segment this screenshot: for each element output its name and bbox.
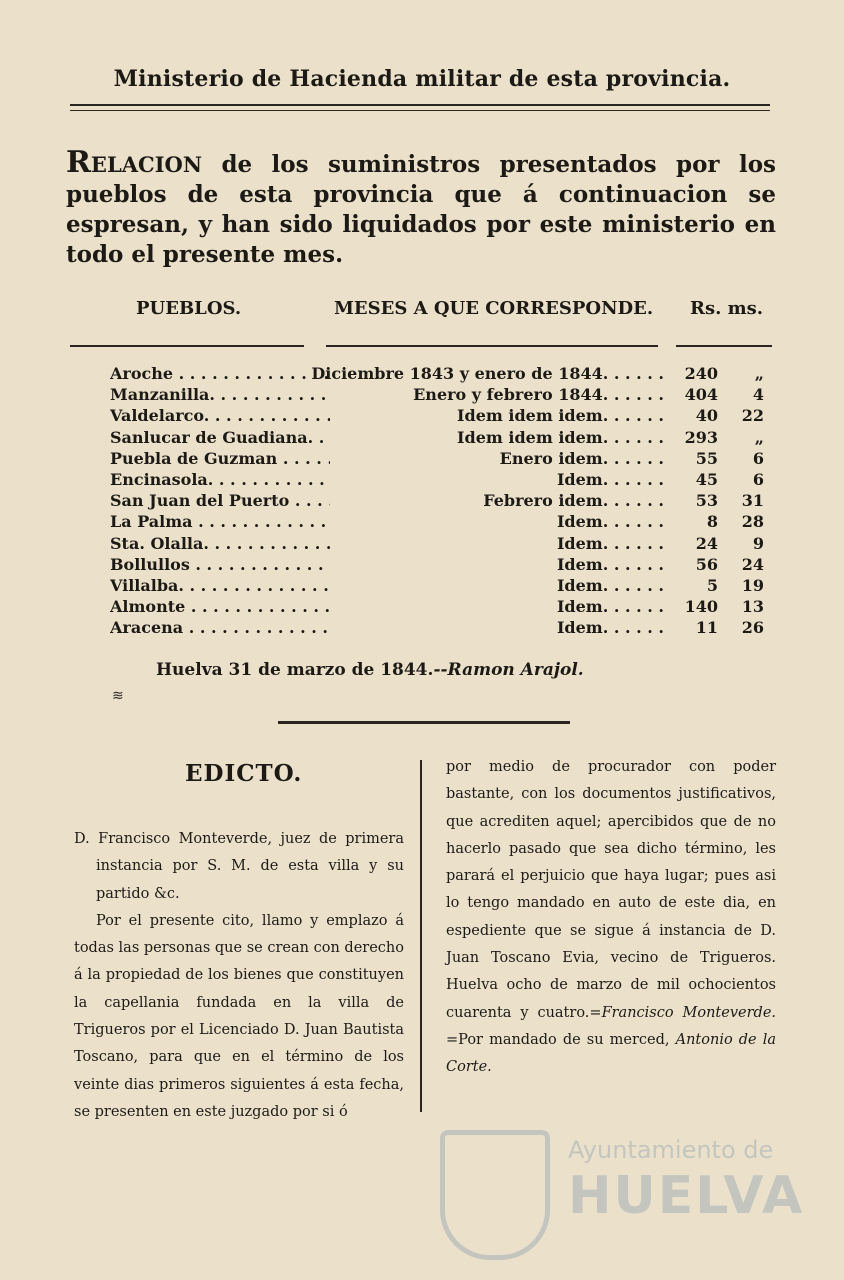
row-maravedis: 22 (741, 406, 764, 426)
title-capital-word: Relacion (66, 145, 203, 180)
row-reales: 8 (706, 512, 718, 532)
row-reales: 53 (695, 491, 718, 511)
row-month: Idem. . . . (557, 534, 664, 553)
edicto-intro: D. Francisco Monteverde, juez de primera instancia por S. M. de esta villa y su partido &c. (74, 831, 404, 902)
section-divider (278, 721, 570, 724)
table-row (0, 555, 844, 576)
row-town: Valdelarco. . . . (110, 406, 330, 425)
row-month: Idem. . . . (557, 618, 664, 637)
row-reales: 24 (695, 533, 718, 553)
row-town: San Juan del Puerto . . . (110, 491, 330, 510)
edicto-body-left: Por el presente cito, llamo y emplazo á todas las personas que se crean con derecho á la propiedad de los bienes que constituyen la capellania fundada en la villa de Trigueros por el Licenciado D. Juan Bautista Toscano, para que en el término de los veinte dias primeros siguientes á esta fecha, se presenten en este juzgado por si ó (74, 912, 404, 1120)
edicto-signer: Francisco Monteverde. (601, 1004, 777, 1021)
row-month: Febrero idem. . . . (483, 491, 664, 510)
header-months: MESES A QUE CORRESPONDE. (334, 298, 654, 319)
edicto-body-right (446, 754, 776, 1082)
table-row (0, 597, 844, 618)
edicto-by-order: =Por mandado de su merced, (446, 1031, 670, 1048)
row-town: Aracena . . . (110, 618, 330, 637)
row-reales: 404 (684, 385, 718, 405)
row-month: Idem. . . . (557, 576, 664, 595)
row-reales: 140 (684, 597, 718, 617)
row-month: Idem idem idem. . . . (457, 406, 664, 425)
row-town: Sta. Olalla. . . . (110, 534, 330, 553)
row-town: Almonte . . . (110, 597, 330, 616)
row-town: Villalba. . . . (110, 576, 330, 595)
row-maravedis: 13 (741, 597, 764, 617)
signature-name: --Ramon Arajol. (433, 660, 584, 680)
row-reales: 240 (684, 364, 718, 383)
row-maravedis: 6 (752, 448, 764, 468)
row-reales: 56 (695, 554, 718, 574)
row-maravedis: 28 (741, 512, 764, 532)
signature-place-date: Huelva 31 de marzo de 1844. (156, 660, 434, 680)
row-month: Idem. . . . (557, 512, 664, 531)
table-row (0, 576, 844, 597)
table-row (0, 512, 844, 533)
city-shield-icon (440, 1130, 550, 1260)
table-row (0, 534, 844, 555)
row-town: Aroche . . . (110, 364, 330, 383)
table-row (0, 406, 844, 427)
heading-rule-thick (70, 104, 770, 106)
table-row (0, 470, 844, 491)
table-header-rule-months (326, 345, 658, 347)
ministry-heading: Ministerio de Hacienda militar de esta provincia. (113, 66, 731, 92)
row-maravedis: „ (754, 364, 764, 383)
row-town: Bollullos . . . (110, 555, 330, 574)
row-reales: 45 (695, 470, 718, 489)
table-row (0, 385, 844, 406)
edicto-title: EDICTO. (185, 760, 303, 787)
archive-watermark (430, 1130, 805, 1270)
edicto-left-column (74, 826, 404, 1126)
watermark-line2: HUELVA (568, 1166, 805, 1226)
row-town: Puebla de Guzman . . . (110, 449, 330, 468)
title-text: de los suministros presentados por los pueblos de esta provincia que á continuacion se espresan, y han sido liquidados por este ministerio en todo el presente mes. (66, 151, 776, 268)
row-month: Diciembre 1843 y enero de 1844. . . . (311, 364, 664, 383)
row-maravedis: 31 (741, 491, 764, 511)
row-month: Enero y febrero 1844. . . . (413, 385, 664, 404)
row-maravedis: 9 (752, 533, 764, 553)
row-month: Idem. . . . (557, 555, 664, 574)
heading-rule-thin (70, 110, 770, 111)
edicto-body-right-text: por medio de procurador con poder bastante, con los documentos justificativos, que acrediten aquel; apercibidos que de no hacerlo pasado que sea dicho término, les parará el perjuicio que haya lugar; pues asi lo tengo mandado en auto de este dia, en espediente que se sigue á instancia de D. Juan Toscano Evia, vecino de Trigueros. Huelva ocho de marzo de mil ochocientos cuarenta y cuatro.= (446, 759, 776, 1021)
table-row (0, 491, 844, 512)
table-header-rule-towns (70, 345, 304, 347)
row-maravedis: 24 (741, 554, 764, 574)
row-town: Sanlucar de Guadiana. . . . (110, 428, 330, 447)
relation-title (66, 145, 776, 270)
row-reales: 11 (695, 618, 718, 638)
row-month: Idem. . . . (557, 470, 664, 489)
row-reales: 55 (695, 448, 718, 468)
signature-line (156, 660, 584, 680)
row-month: Enero idem. . . . (500, 449, 664, 468)
row-maravedis: 26 (741, 618, 764, 638)
row-maravedis: 19 (741, 576, 764, 595)
table-row (0, 618, 844, 639)
row-town: La Palma . . . (110, 512, 330, 531)
watermark-line1: Ayuntamiento de (568, 1136, 774, 1164)
flourish-ornament: ≋ (112, 688, 124, 704)
row-month: Idem idem idem. . . . (457, 428, 664, 447)
table-header-rule-amount (676, 345, 772, 347)
row-month: Idem. . . . (557, 597, 664, 616)
edicto-clerk: Antonio de la Corte. (446, 1031, 777, 1076)
header-amount: Rs. ms. (690, 298, 764, 319)
table-row (0, 428, 844, 449)
edicto-right-column (446, 754, 776, 1082)
row-reales: 5 (706, 576, 718, 595)
table-row (0, 364, 844, 385)
row-maravedis: 6 (752, 470, 764, 489)
row-reales: 40 (695, 406, 718, 426)
table-row (0, 449, 844, 470)
column-divider (420, 760, 422, 1112)
row-maravedis: „ (754, 427, 764, 447)
header-towns: PUEBLOS. (136, 298, 242, 319)
row-town: Manzanilla. . . . (110, 385, 330, 404)
row-town: Encinasola. . . . (110, 470, 330, 489)
row-reales: 293 (684, 427, 718, 447)
row-maravedis: 4 (752, 385, 764, 405)
